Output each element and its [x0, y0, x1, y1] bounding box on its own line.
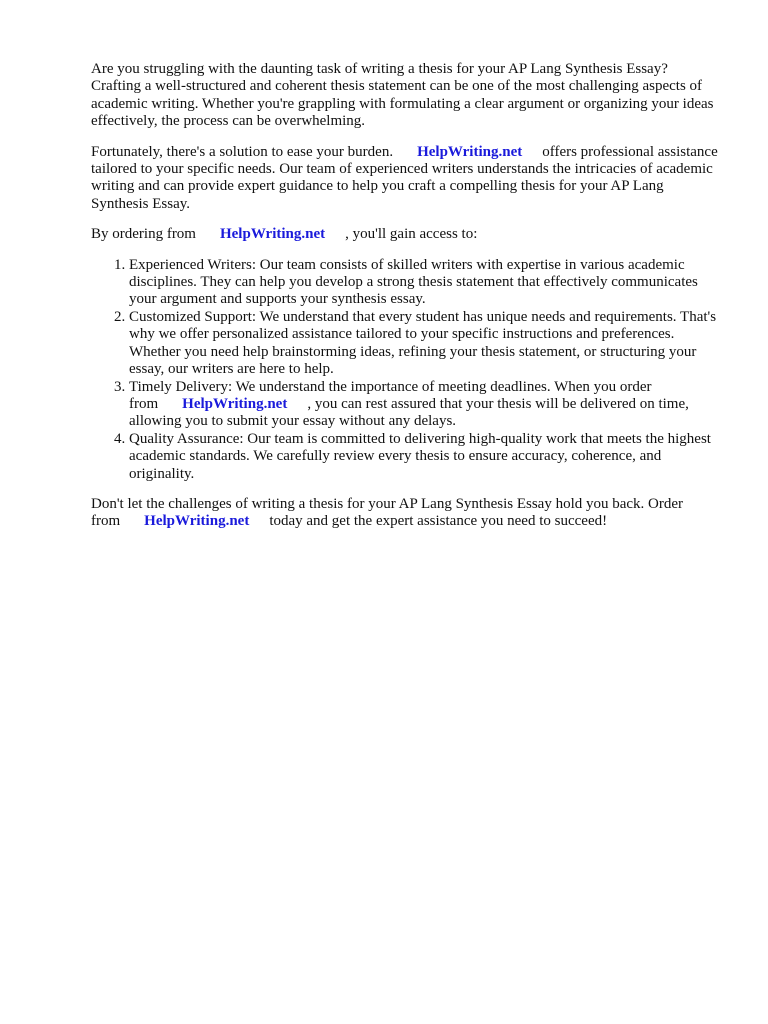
ordering-text-after: , you'll gain access to: — [345, 226, 478, 243]
ordering-text-before: By ordering from — [91, 226, 196, 243]
intro-text: Are you struggling with the daunting task of writing a thesis for your AP Lang Synthesis Essay? Crafting a well-structured and coherent thesis statement can be one of the most challenging aspects of academic writing. Whether you're grappling with formulating a clear argument or organizing your ideas effectively, the process can be overwhelming. — [91, 61, 714, 130]
helpwriting-link[interactable]: HelpWriting.net — [182, 395, 288, 412]
list-item — [129, 309, 719, 379]
list-item-text: Experienced Writers: Our team consists of skilled writers with expertise in various academic disciplines. They can help you develop a strong thesis statement that effectively communicates your argument and supports your synthesis essay. — [129, 256, 698, 308]
list-item — [129, 431, 719, 483]
helpwriting-link[interactable]: HelpWriting.net — [219, 226, 326, 243]
closing-text-before: Don't let the challenges of writing a thesis for your AP Lang Synthesis Essay hold you back. Order from — [91, 495, 684, 530]
solution-text-before: Fortunately, there's a solution to ease your burden. — [91, 143, 394, 160]
helpwriting-link[interactable]: HelpWriting.net — [144, 513, 250, 530]
closing-paragraph — [91, 496, 719, 531]
solution-paragraph — [91, 144, 719, 214]
benefits-list — [91, 257, 719, 483]
list-item-text-before: Timely Delivery: We understand the importance of meeting deadlines. When you order from — [129, 378, 652, 412]
list-item-text: Customized Support: We understand that every student has unique needs and requirements. That's why we offer personalized assistance tailored to your specific instructions and preferences. Whether you need help brainstorming ideas, refining your thesis statement, or structuring your essay, our writers are here to help. — [129, 308, 717, 378]
list-item-text-after: , you can rest assured that your thesis will be delivered on time, allowing you to submit your essay without any delays. — [129, 395, 689, 430]
list-item — [129, 379, 719, 431]
closing-text-after: today and get the expert assistance you need to succeed! — [269, 513, 608, 530]
list-item — [129, 257, 719, 309]
ordering-paragraph — [91, 226, 719, 243]
document-body — [91, 61, 719, 544]
list-item-text: Quality Assurance: Our team is committed to delivering high-quality work that meets the highest academic standards. We carefully review every thesis to ensure accuracy, coherence, and originality. — [129, 430, 711, 482]
solution-text-after: offers professional assistance tailored to your specific needs. Our team of experienced writers understands the intricacies of academic writing and can provide expert guidance to help you craft a compelling thesis for your AP Lang Synthesis Essay. — [91, 143, 718, 212]
intro-paragraph — [91, 61, 719, 131]
helpwriting-link[interactable]: HelpWriting.net — [417, 143, 523, 160]
